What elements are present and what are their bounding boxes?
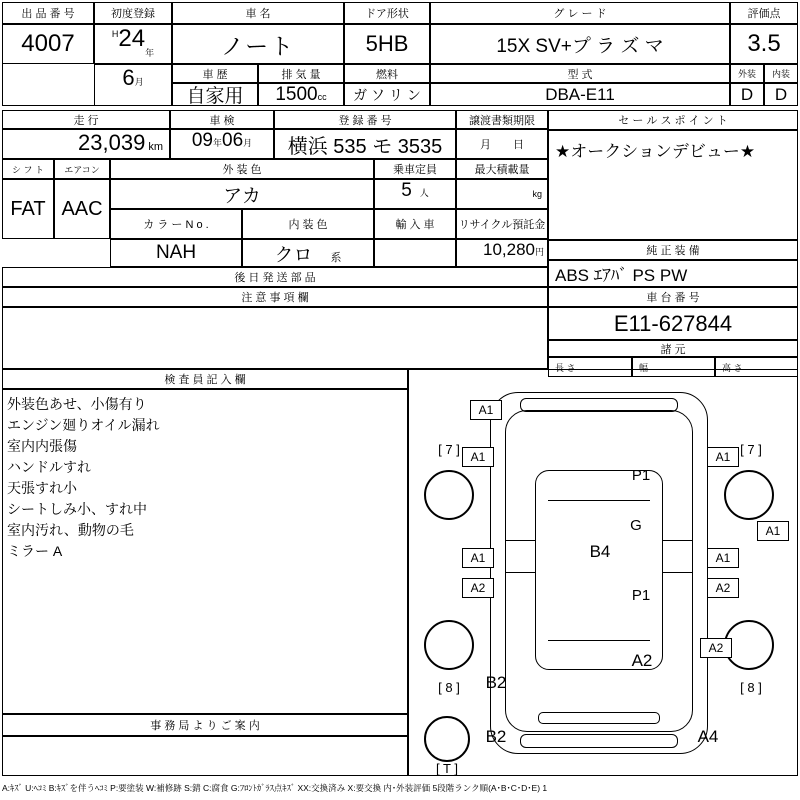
mark-right-rear-quarter: A2	[700, 638, 732, 658]
dimensions-label: 諸 元	[548, 340, 798, 357]
max-load-label: 最大積載量	[456, 159, 548, 179]
door-value: 5HB	[344, 24, 430, 64]
inspection-value	[170, 129, 274, 159]
shift-label: シ フ ト	[2, 159, 54, 179]
inspection-label: 車 検	[170, 110, 274, 129]
inspector-note-line: ハンドルすれ	[7, 459, 91, 475]
inspector-note-line: エンジン廻りオイル漏れ	[7, 417, 160, 433]
interior-color-value	[242, 239, 374, 267]
displacement-unit: cc	[317, 92, 327, 102]
windshield-line	[548, 500, 650, 501]
first-reg-year-unit: 年	[145, 48, 155, 58]
interior-color-text: クロ	[274, 245, 313, 266]
color-no-label: カ ラ ー N o .	[110, 209, 242, 239]
inspection-year-unit: 年	[212, 138, 222, 148]
mark-right-outer: A1	[757, 521, 789, 541]
right-rear-door-divider	[663, 572, 693, 573]
exterior-color-label: 外 装 色	[110, 159, 374, 179]
mark-right-front-door: A1	[707, 548, 739, 568]
tire-front-right-icon	[724, 470, 774, 520]
caution-area	[2, 307, 548, 369]
inspection-year: 09	[191, 130, 213, 151]
mileage-value	[2, 129, 170, 159]
mark-rear-bumper-right: A4	[697, 727, 719, 746]
inspector-note-line: シートしみ小、すれ中	[7, 501, 147, 517]
mark-hood: P1	[631, 466, 651, 484]
seats-label: 乗車定員	[374, 159, 456, 179]
import-label: 輸 入 車	[374, 209, 456, 239]
tire-front-left-label: [ 7 ]	[438, 441, 460, 457]
grade-label: グ レ ー ド	[430, 2, 730, 24]
seats-value	[374, 179, 456, 209]
rear-bumper	[520, 734, 678, 748]
mark-left-rear-door: A2	[462, 578, 494, 598]
exterior-grade-label: 外装	[730, 64, 764, 83]
inspector-note-line: 天張すれ小	[7, 480, 77, 496]
door-label: ドア形状	[344, 2, 430, 24]
registration-label: 登 録 番 号	[274, 110, 456, 129]
left-door-divider	[505, 540, 535, 541]
aircon-label: エアコン	[54, 159, 110, 179]
interior-grade-value: D	[764, 83, 798, 106]
transfer-label: 譲渡書類期限	[456, 110, 548, 129]
tire-spare-icon	[424, 716, 470, 762]
mark-front-left-corner: A1	[470, 400, 502, 420]
mark-front-left-fender: A1	[462, 447, 494, 467]
aircon-value: AAC	[54, 179, 110, 239]
height-label: 高 さ	[715, 357, 798, 377]
shaken-value	[94, 64, 172, 106]
registration-value: 横浜 535 モ 3535	[274, 129, 456, 159]
displacement-number: 1500	[275, 84, 318, 105]
mark-front-right-fender: A1	[707, 447, 739, 467]
sales-point-label: セ ー ル ス ポ イ ン ト	[548, 110, 798, 130]
model-code-label: 型 式	[430, 64, 730, 83]
office-notice-area	[2, 736, 408, 776]
seats-unit: 人	[419, 188, 429, 198]
interior-color-label: 内 装 色	[242, 209, 374, 239]
first-reg-value	[94, 24, 172, 64]
seats-number: 5	[401, 180, 412, 201]
displacement-value	[258, 83, 344, 106]
office-notice-label: 事 務 局 よ り ご 案 内	[2, 714, 408, 736]
front-bumper	[520, 398, 678, 412]
shift-value: FAT	[2, 179, 54, 239]
tire-front-left-icon	[424, 470, 474, 520]
import-value	[374, 239, 456, 267]
mark-rear-panel: A2	[631, 651, 653, 670]
fuel-label: 燃料	[344, 64, 430, 83]
shaken-month-unit: 月	[134, 77, 144, 87]
inspector-note-line: 室内内張傷	[7, 438, 77, 454]
rating-value: 3.5	[730, 24, 798, 64]
equipment-label: 純 正 装 備	[548, 240, 798, 260]
inspector-notes	[2, 389, 408, 714]
interior-grade-label: 内装	[764, 64, 798, 83]
car-name-label: 車 名	[172, 2, 344, 24]
car-name-value: ノート	[172, 24, 344, 64]
first-reg-label: 初度登録	[94, 2, 172, 24]
mark-left-rear-quarter: B2	[485, 673, 507, 692]
sales-point-text: ★オークションデビュー★	[548, 130, 798, 240]
later-parts-label: 後 日 発 送 部 品	[2, 267, 548, 287]
rear-window-line	[548, 640, 650, 641]
equipment-items: ABS ｴｱﾊﾞ PS PW	[548, 260, 798, 287]
tire-rear-left-icon	[424, 620, 474, 670]
history-label: 車 歴	[172, 64, 258, 83]
recycle-value	[456, 239, 548, 267]
exterior-grade-value: D	[730, 83, 764, 106]
color-no-value: NAH	[110, 239, 242, 267]
transfer-month-unit: 月	[480, 139, 491, 151]
exhibit-no-value: 4007	[2, 24, 94, 64]
mark-trunk: P1	[631, 586, 651, 604]
inspection-month: 06	[222, 130, 244, 151]
right-door-divider	[663, 540, 693, 541]
chassis-label: 車 台 番 号	[548, 287, 798, 307]
inspector-note-line: 外装色あせ、小傷有り	[7, 396, 147, 412]
tire-front-right-label: [ 7 ]	[740, 441, 762, 457]
mileage-unit: km	[148, 141, 163, 153]
legend-text: A:ｷｽﾞ U:ﾍｺﾐ B:ｷｽﾞを伴うﾍｺﾐ P:要塗装 W:補修跡 S:錆 C:腐食 G:ﾌﾛﾝﾄｶﾞﾗｽ点ｷｽﾞ XX:交換済み X:要交換 内･外装評価 5段階ランク順(A･B･C･D･E) 1	[2, 783, 548, 793]
max-load-unit: kg	[532, 189, 542, 199]
inspection-month-unit: 月	[243, 138, 253, 148]
model-code-value: DBA-E11	[430, 83, 730, 106]
inspector-note-line: 室内汚れ、動物の毛	[7, 522, 134, 538]
recycle-unit: 円	[534, 247, 544, 257]
width-label: 幅	[632, 357, 715, 377]
shaken-month: 6	[122, 65, 135, 90]
recycle-label: リサイクル預託金	[456, 209, 548, 239]
inspector-label: 検 査 員 記 入 欄	[2, 369, 408, 389]
rating-label: 評価点	[730, 2, 798, 24]
caution-label: 注 意 事 項 欄	[2, 287, 548, 307]
chassis-value: E11-627844	[548, 307, 798, 340]
mark-roof: B4	[589, 542, 611, 561]
recycle-number: 10,280	[482, 240, 535, 259]
mark-rear-bumper-left: B2	[485, 727, 507, 746]
tire-rear-left-label: [ 8 ]	[438, 679, 460, 695]
mark-glass: G	[630, 516, 642, 534]
interior-color-suffix: 系	[330, 252, 342, 264]
rear-panel-shape	[538, 712, 660, 724]
tire-rear-right-label: [ 8 ]	[740, 679, 762, 695]
tire-spare-label: [ T ]	[436, 760, 458, 776]
grade-value: 15X SV+プ ラ ズ マ	[430, 24, 730, 64]
exterior-color-value: アカ	[110, 179, 374, 209]
max-load-value	[456, 179, 548, 209]
transfer-day-unit: 日	[513, 139, 524, 151]
mileage-label: 走 行	[2, 110, 170, 129]
exhibit-no-label: 出 品 番 号	[2, 2, 94, 24]
mark-left-front-door: A1	[462, 548, 494, 568]
mileage-number: 23,039	[78, 130, 146, 155]
history-value: 自家用	[172, 83, 258, 106]
inspector-note-line: ミラー A	[7, 543, 63, 559]
fuel-value: ガ ソ リ ン	[344, 83, 430, 106]
transfer-value	[456, 129, 548, 159]
first-reg-year: 24	[118, 25, 146, 52]
displacement-label: 排 気 量	[258, 64, 344, 83]
first-reg-era: H	[111, 29, 119, 39]
length-label: 長 さ	[548, 357, 632, 377]
left-rear-door-divider	[505, 572, 535, 573]
mark-right-rear-door: A2	[707, 578, 739, 598]
